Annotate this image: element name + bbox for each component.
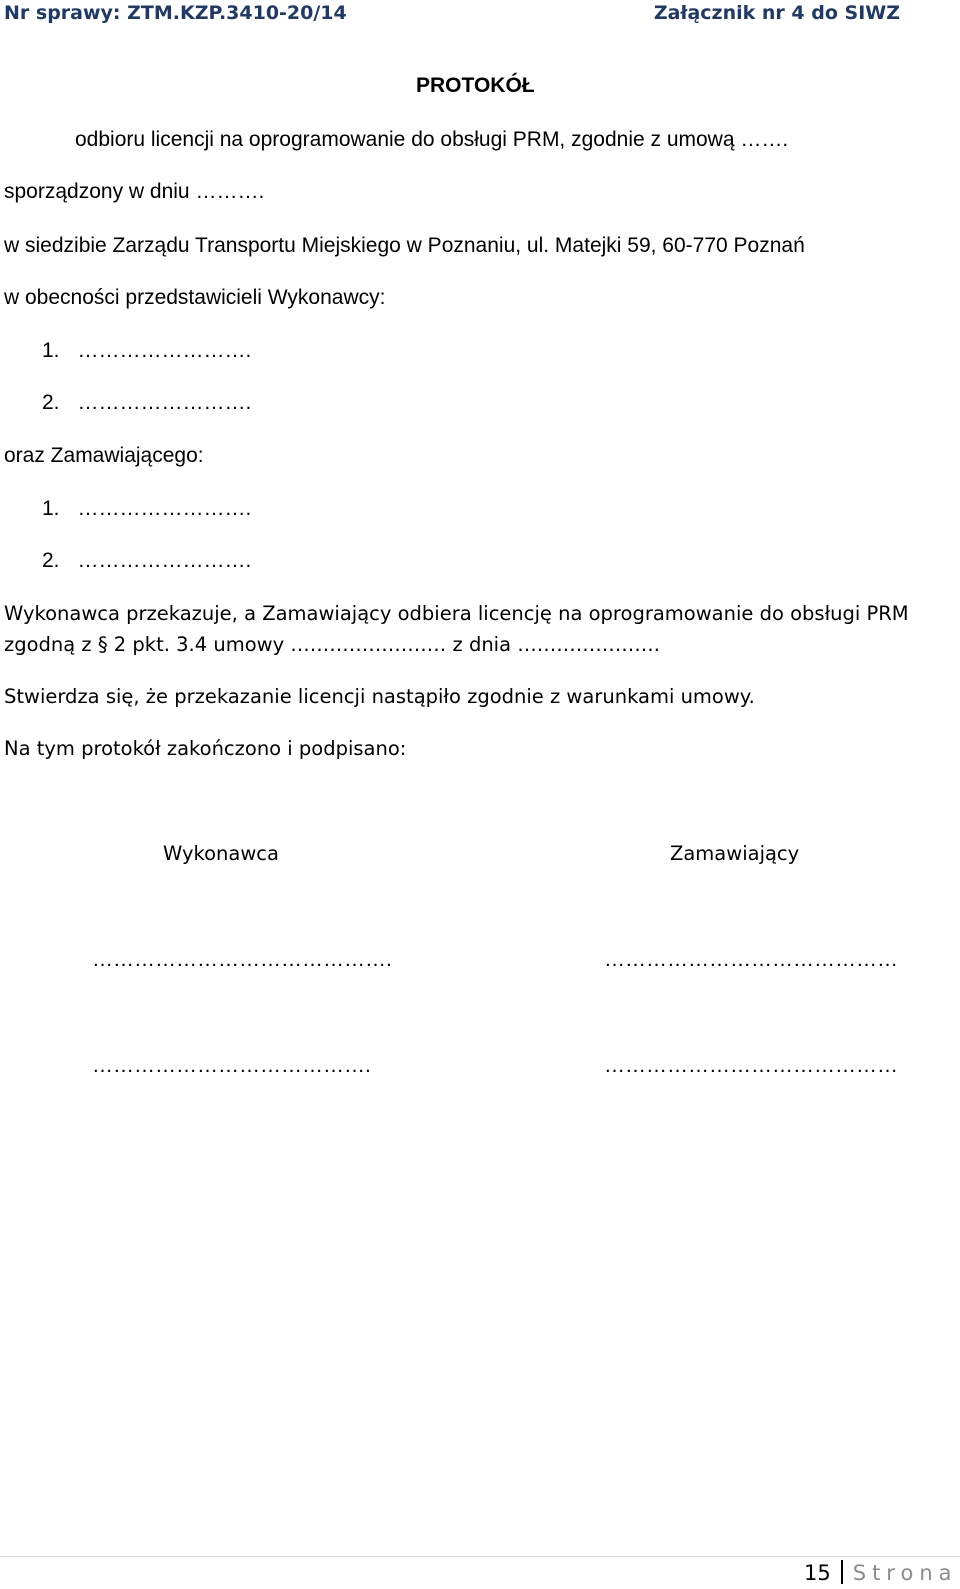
closing-line: Na tym protokół zakończono i podpisano: [4, 737, 407, 760]
place-line: w siedzibie Zarządu Transportu Miejskiego w Poznaniu, ul. Matejki 59, 60-770 Poznań [4, 234, 805, 257]
ordering-reps-label: oraz Zamawiającego: [4, 444, 204, 467]
list-number: 2. [42, 549, 60, 572]
list-item [42, 335, 251, 367]
date-line: sporządzony w dniu ………. [4, 180, 265, 203]
contractor-signature-label: Wykonawca [163, 842, 279, 865]
page-footer [804, 1560, 958, 1585]
list-value: ……………………. [77, 391, 252, 414]
ordering-signature-line: …………………………………… [604, 1054, 898, 1077]
handover-line-2: zgodną z § 2 pkt. 3.4 umowy …………………… z dnia …………………. [4, 633, 660, 656]
list-item [42, 387, 251, 419]
protocol-subtitle: odbioru licencji na oprogramowanie do obsługi PRM, zgodnie z umową ……. [75, 128, 789, 151]
list-value: ……………………. [77, 497, 252, 520]
footer-separator [841, 1560, 843, 1584]
list-item [42, 545, 251, 577]
list-number: 1. [42, 497, 60, 520]
contractor-signature-line: …………………………………. [92, 1054, 371, 1077]
list-number: 2. [42, 391, 60, 414]
ordering-signature-line: …………………………………… [604, 948, 898, 971]
page-title: PROTOKÓŁ [416, 74, 535, 97]
list-value: ……………………. [77, 339, 252, 362]
statement: Stwierdza się, że przekazanie licencji nastąpiło zgodnie z warunkami umowy. [4, 685, 755, 708]
contractor-signature-line: ……………………………………. [92, 948, 392, 971]
page-word: Strona [852, 1561, 958, 1585]
case-number: Nr sprawy: ZTM.KZP.3410-20/14 [4, 2, 347, 24]
list-number: 1. [42, 339, 60, 362]
page-number: 15 [804, 1561, 831, 1585]
list-value: ……………………. [77, 549, 252, 572]
contractor-reps-label: w obecności przedstawicieli Wykonawcy: [4, 286, 386, 309]
attachment-label: Załącznik nr 4 do SIWZ [653, 2, 900, 24]
ordering-signature-label: Zamawiający [670, 842, 800, 865]
footer-divider [0, 1556, 960, 1557]
handover-line-1: Wykonawca przekazuje, a Zamawiający odbiera licencję na oprogramowanie do obsługi PRM [4, 602, 909, 625]
list-item [42, 493, 251, 525]
